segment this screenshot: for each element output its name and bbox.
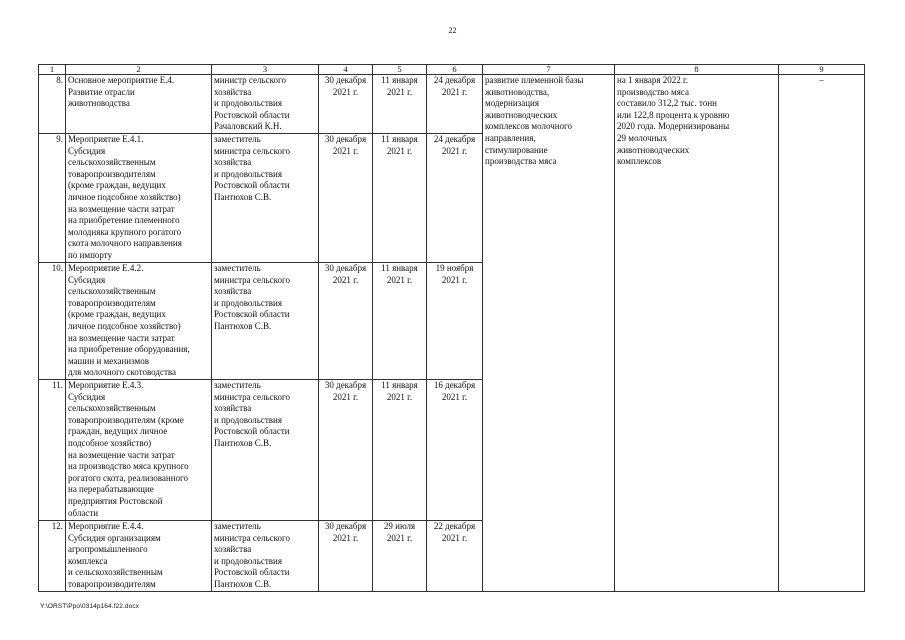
event-name: Мероприятие Е.4.1. Субсидия сельскохозяйственным товаропроизводителям (кроме граждан, ведущих личное подсобное хозяйство) на возмещение части затрат на приобретение племенного молодняка крупного рогатого скота молочного направления по импорту <box>66 134 212 263</box>
page-number: 22 <box>448 26 457 35</box>
date-end: 22 декабря 2021 г. <box>427 521 483 592</box>
header-col-4: 4 <box>319 65 373 75</box>
header-row <box>39 65 865 75</box>
executor: заместитель министра сельского хозяйства и продовольствия Ростовской области Пантюхов С.В. <box>212 263 319 380</box>
file-path-footer: Y:\ORST\Ppo\0314p164.f22.docx <box>40 603 140 610</box>
header-col-9: 9 <box>779 65 865 75</box>
date-begin: 11 января 2021 г. <box>373 75 427 134</box>
date-end: 19 ноября 2021 г. <box>427 263 483 380</box>
header-col-5: 5 <box>373 65 427 75</box>
event-name: Мероприятие Е.4.3. Субсидия сельскохозяйственным товаропроизводителям (кроме граждан, ведущих личное подсобное хозяйство) на возмещение части затрат на производство мяса крупного рогатого скота, реализованного на перерабатывающие предприятия Ростовской области <box>66 380 212 521</box>
executor: заместитель министра сельского хозяйства и продовольствия Ростовской области Пантюхов С.В. <box>212 380 319 521</box>
date-begin: 11 января 2021 г. <box>373 263 427 380</box>
header-col-1: 1 <box>39 65 66 75</box>
header-col-2: 2 <box>66 65 212 75</box>
row-number: 12. <box>39 521 66 592</box>
executor: заместитель министра сельского хозяйства и продовольствия Ростовской области Пантюхов С.В. <box>212 134 319 263</box>
event-name: Мероприятие Е.4.2. Субсидия сельскохозяйственным товаропроизводителям (кроме граждан, ведущих личное подсобное хозяйство) на возмещение части затрат на приобретение оборудования, машин и механизмов для молочного скотоводства <box>66 263 212 380</box>
date-begin: 29 июля 2021 г. <box>373 521 427 592</box>
header-col-7: 7 <box>483 65 615 75</box>
row-number: 8. <box>39 75 66 134</box>
start-date: 30 декабря 2021 г. <box>319 75 373 134</box>
date-begin: 11 января 2021 г. <box>373 134 427 263</box>
executor: заместитель министра сельского хозяйства и продовольствия Ростовской области Пантюхов С.В. <box>212 521 319 592</box>
event-name: Мероприятие Е.4.4. Субсидия организациям агропромышленного комплекса и сельскохозяйственным товаропроизводителям <box>66 521 212 592</box>
expected-result: развитие племенной базы животноводства, модернизация животноводческих комплексов молочного направления, стимулирование производства мяса <box>483 75 615 592</box>
date-begin: 11 января 2021 г. <box>373 380 427 521</box>
row-number: 10. <box>39 263 66 380</box>
event-name: Основное мероприятие Е.4. Развитие отрасли животноводства <box>66 75 212 134</box>
executor: министр сельского хозяйства и продовольствия Ростовской области Рачаловский К.Н. <box>212 75 319 134</box>
start-date: 30 декабря 2021 г. <box>319 263 373 380</box>
actual-result: на 1 января 2022 г. производство мяса составило 312,2 тыс. тонн или 122,8 процента к уровню 2020 года. Модернизированы 29 молочных животноводческих комплексов <box>615 75 779 592</box>
start-date: 30 декабря 2021 г. <box>319 380 373 521</box>
start-date: 30 декабря 2021 г. <box>319 134 373 263</box>
table-row <box>39 75 865 134</box>
header-col-8: 8 <box>615 65 779 75</box>
date-end: 24 декабря 2021 г. <box>427 75 483 134</box>
header-col-6: 6 <box>427 65 483 75</box>
events-table <box>38 64 865 592</box>
start-date: 30 декабря 2021 г. <box>319 521 373 592</box>
notes: – <box>779 75 865 592</box>
date-end: 24 декабря 2021 г. <box>427 134 483 263</box>
row-number: 9. <box>39 134 66 263</box>
header-col-3: 3 <box>212 65 319 75</box>
date-end: 16 декабря 2021 г. <box>427 380 483 521</box>
row-number: 11. <box>39 380 66 521</box>
